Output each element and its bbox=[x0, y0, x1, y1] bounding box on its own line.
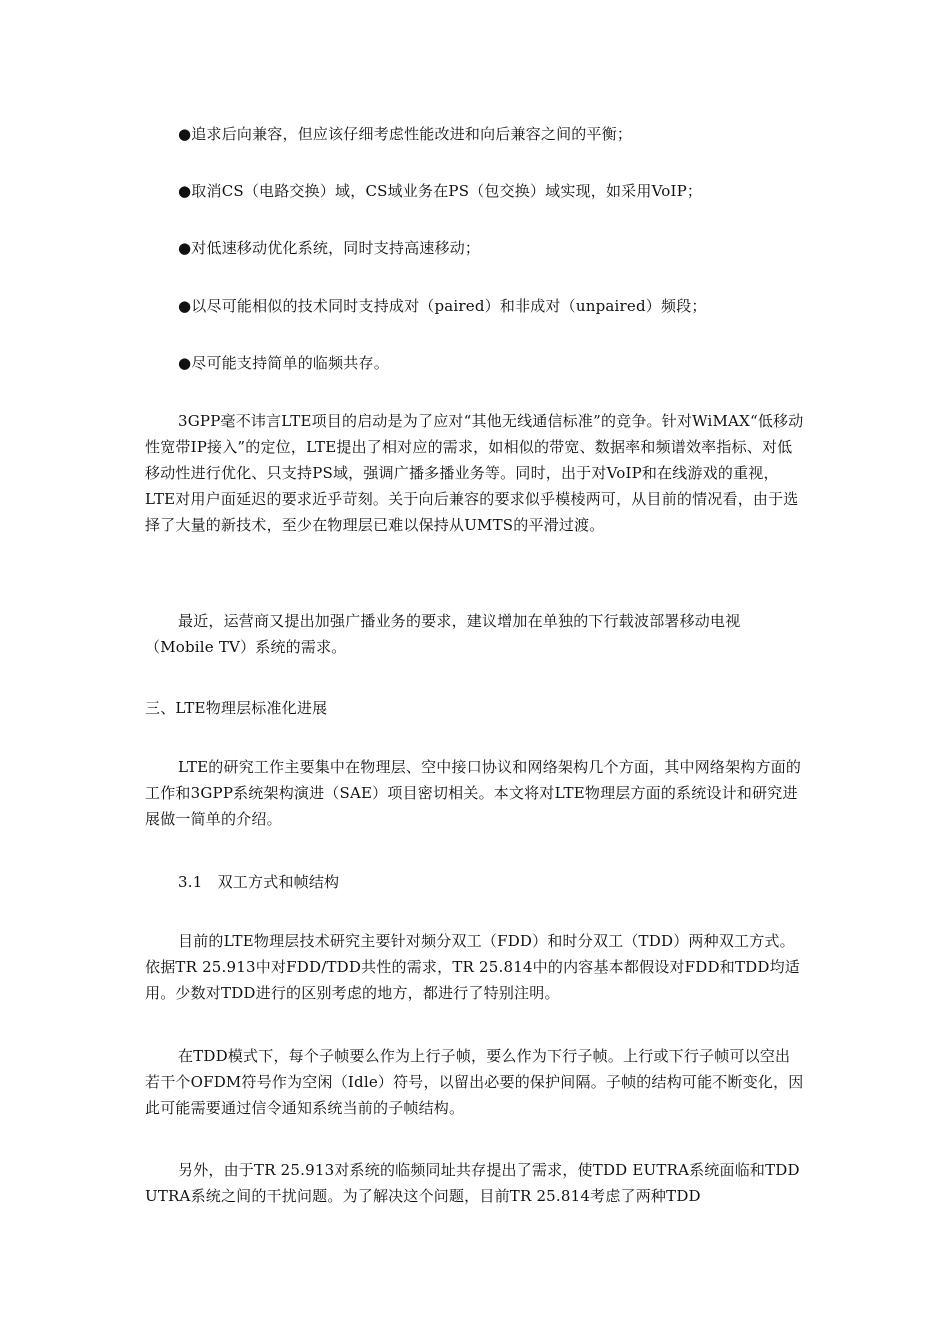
paragraph-tdd-mode: 在TDD模式下，每个子帧要么作为上行子帧，要么作为下行子帧。上行或下行子帧可以空出若干个OFDM符号作为空闲（Idle）符号，以留出必要的保护间隔。子帧的结构可能不断变化，因此可能需要通过信令通知系统当前的子帧结构。 bbox=[145, 1047, 804, 1117]
bullet-coexistence: ●尽可能支持简单的临频共存。 bbox=[178, 354, 389, 372]
section-heading-3-1: 3.1 双工方式和帧结构 bbox=[178, 873, 340, 891]
bullet-paired-unpaired: ●以尽可能相似的技术同时支持成对（paired）和非成对（unpaired）频段； bbox=[178, 297, 707, 315]
paragraph-broadcast: 最近，运营商又提出加强广播业务的要求，建议增加在单独的下行载波部署移动电视（Mobile TV）系统的需求。 bbox=[145, 612, 741, 656]
paragraph-duplex: 目前的LTE物理层技术研究主要针对频分双工（FDD）和时分双工（TDD）两种双工方式。依据TR 25.913中对FDD/TDD共性的需求，TR 25.814中的内容基本都假设对FDD和TDD均适用。少数对TDD进行的区别考虑的地方，都进行了特别注明。 bbox=[145, 932, 800, 1002]
section-heading-3: 三、LTE物理层标准化进展 bbox=[145, 699, 328, 717]
paragraph-interference: 另外，由于TR 25.913对系统的临频同址共存提出了需求，使TDD EUTRA系统面临和TDD UTRA系统之间的干扰问题。为了解决这个问题，目前TR 25.814考虑了两种TDD bbox=[145, 1161, 800, 1205]
bullet-backward-compat: ●追求后向兼容，但应该仔细考虑性能改进和向后兼容之间的平衡； bbox=[178, 125, 633, 143]
paragraph-research-areas: LTE的研究工作主要集中在物理层、空中接口协议和网络架构几个方面，其中网络架构方面的工作和3GPP系统架构演进（SAE）项目密切相关。本文将对LTE物理层方面的系统设计和研究进展做一简单的介绍。 bbox=[145, 758, 802, 828]
bullet-cancel-cs: ●取消CS（电路交换）域，CS域业务在PS（包交换）域实现，如采用VoIP； bbox=[178, 182, 703, 200]
bullet-low-speed: ●对低速移动优化系统，同时支持高速移动； bbox=[178, 239, 481, 257]
paragraph-3gpp-competition: 3GPP毫不讳言LTE项目的启动是为了应对“其他无线通信标准”的竞争。针对WiMAX“低移动性宽带IP接入”的定位，LTE提出了相对应的需求，如相似的带宽、数据率和频谱效率指标、对低移动性进行优化、只支持PS域，强调广播多播业务等。同时，出于对VoIP和在线游戏的重视，LTE对用户面延迟的要求近乎苛刻。关于向后兼容的要求似乎模棱两可，从目前的情况看，由于选择了大量的新技术，至少在物理层已难以保持从UMTS的平滑过渡。 bbox=[145, 412, 804, 534]
